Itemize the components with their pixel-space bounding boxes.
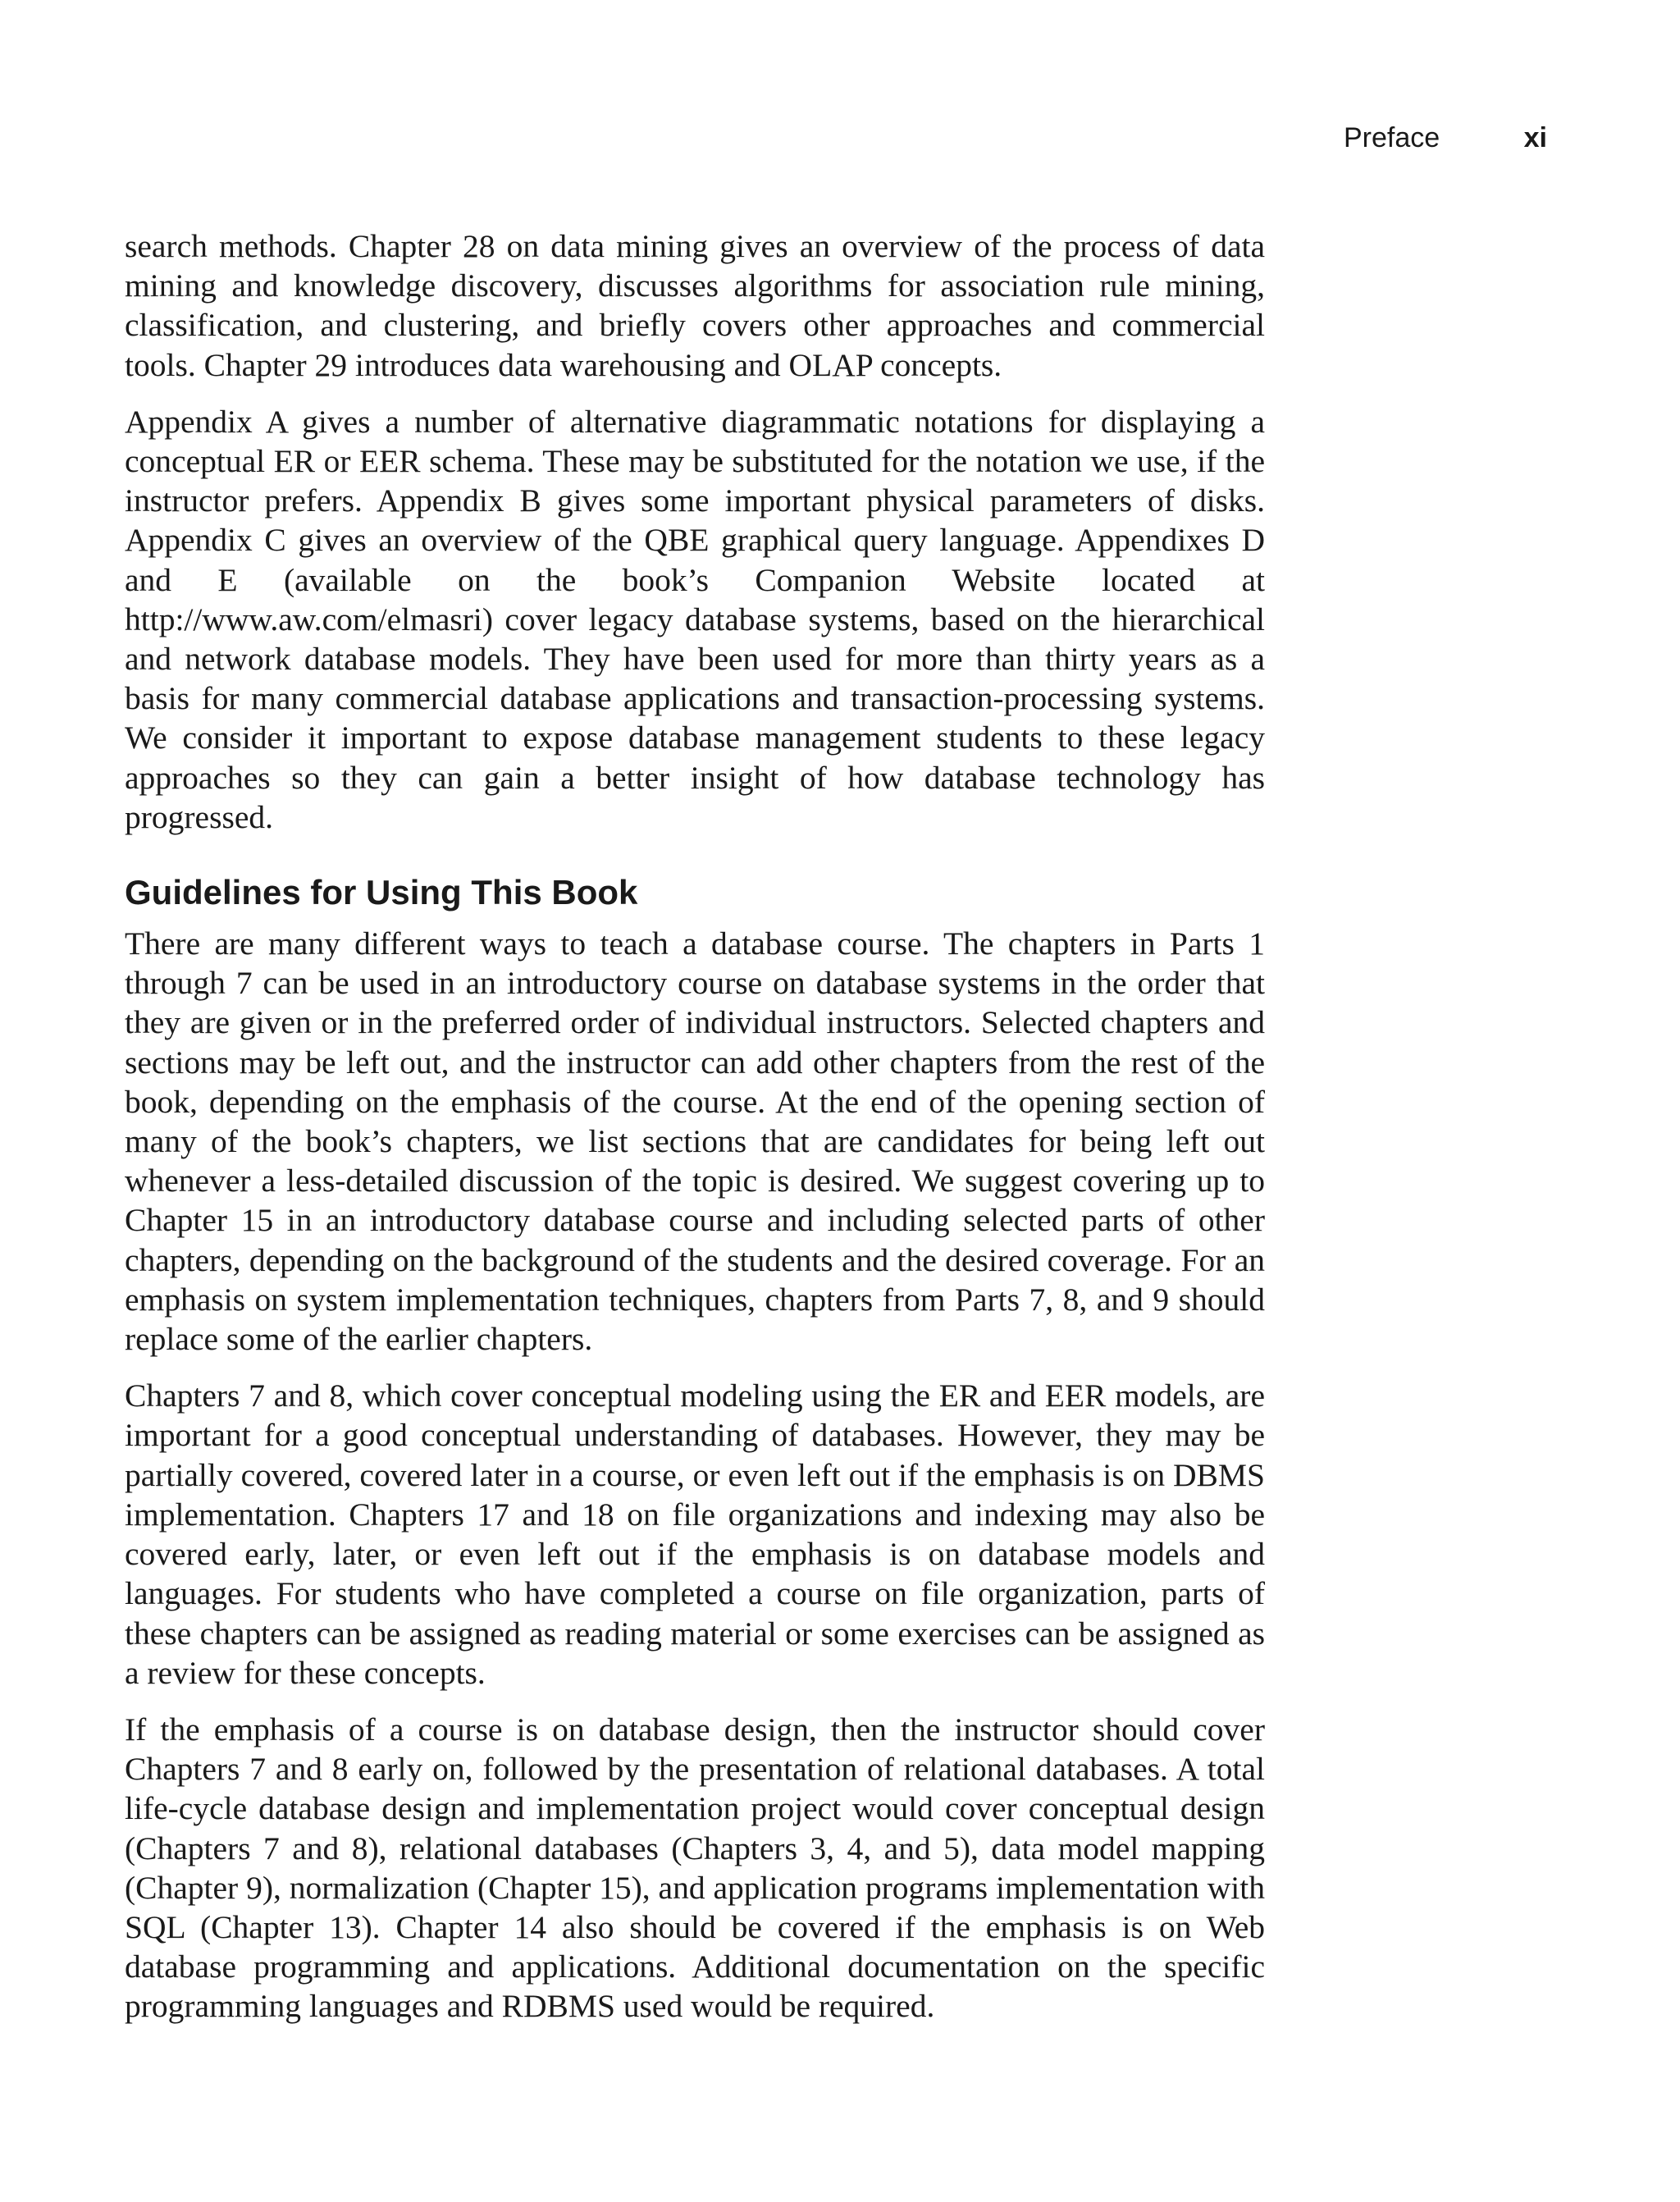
section-heading: Guidelines for Using This Book [125,873,638,912]
paragraph-database-design: If the emphasis of a course is on database design, then the instructor should cover Chapters 7 and 8 early on, followed by the presentation of relational databases. A total life-cycle database design and implementation project would cover conceptual design (Chapters 7 and 8), relational databases (Chapters 3, 4, and 5), data model mapping (Chapter 9), normalization (Chapter 15), and application programs implementation with SQL (Chapter 13). Chapter 14 also should be covered if the emphasis is on Web database programming and applications. Additional documentation on the specific programming languages and RDBMS used would be required. [125,1711,1265,2025]
running-head-title: Preface [1344,122,1440,153]
page-body [125,226,1265,2044]
paragraph-conceptual-modeling: Chapters 7 and 8, which cover conceptual modeling using the ER and EER models, are important for a good conceptual understanding of databases. However, they may be partially covered, covered later in a course, or even left out if the emphasis is on DBMS implementation. Chapters 17 and 18 on file organizations and indexing may also be covered early, later, or even left out if the emphasis is on database models and languages. For students who have completed a course on file organization, parts of these chapters can be assigned as reading material or some exercises can be assigned as a review for these concepts. [125,1377,1265,1691]
page-number: xi [1523,122,1547,153]
paragraph-appendices: Appendix A gives a number of alternative diagrammatic notations for displaying a conceptual ER or EER schema. These may be substituted for the notation we use, if the instructor prefers. Appendix B gives some important physical parameters of disks. Appendix C gives an overview of the QBE graphical query language. Appendixes D and E (available on the book’s Companion Website located at http://www.aw.com/elmasri) cover legacy database systems, based on the hierarchical and network database models. They have been used for more than thirty years as a basis for many commercial database applications and transaction-processing systems. We consider it important to expose database management students to these legacy approaches so they can gain a better insight of how database technology has progressed. [125,403,1265,835]
paragraph-teaching-approaches: There are many different ways to teach a database course. The chapters in Parts 1 through 7 can be used in an introductory course on database systems in the order that they are given or in the preferred order of individual instructors. Selected chapters and sections may be left out, and the instructor can add other chapters from the rest of the book, depending on the emphasis of the course. At the end of the opening section of many of the book’s chapters, we list sections that are candidates for being left out whenever a less-detailed discussion of the topic is desired. We suggest covering up to Chapter 15 in an introductory database course and including selected parts of other chapters, depending on the background of the students and the desired coverage. For an emphasis on system implementation techniques, chapters from Parts 7, 8, and 9 should replace some of the earlier chapters. [125,925,1265,1358]
paragraph-data-mining: search methods. Chapter 28 on data mining gives an overview of the process of data mining and knowledge discovery, discusses algorithms for association rule mining, classification, and clustering, and briefly covers other approaches and commercial tools. Chapter 29 introduces data warehousing and OLAP concepts. [125,228,1265,383]
running-head [0,120,1680,156]
